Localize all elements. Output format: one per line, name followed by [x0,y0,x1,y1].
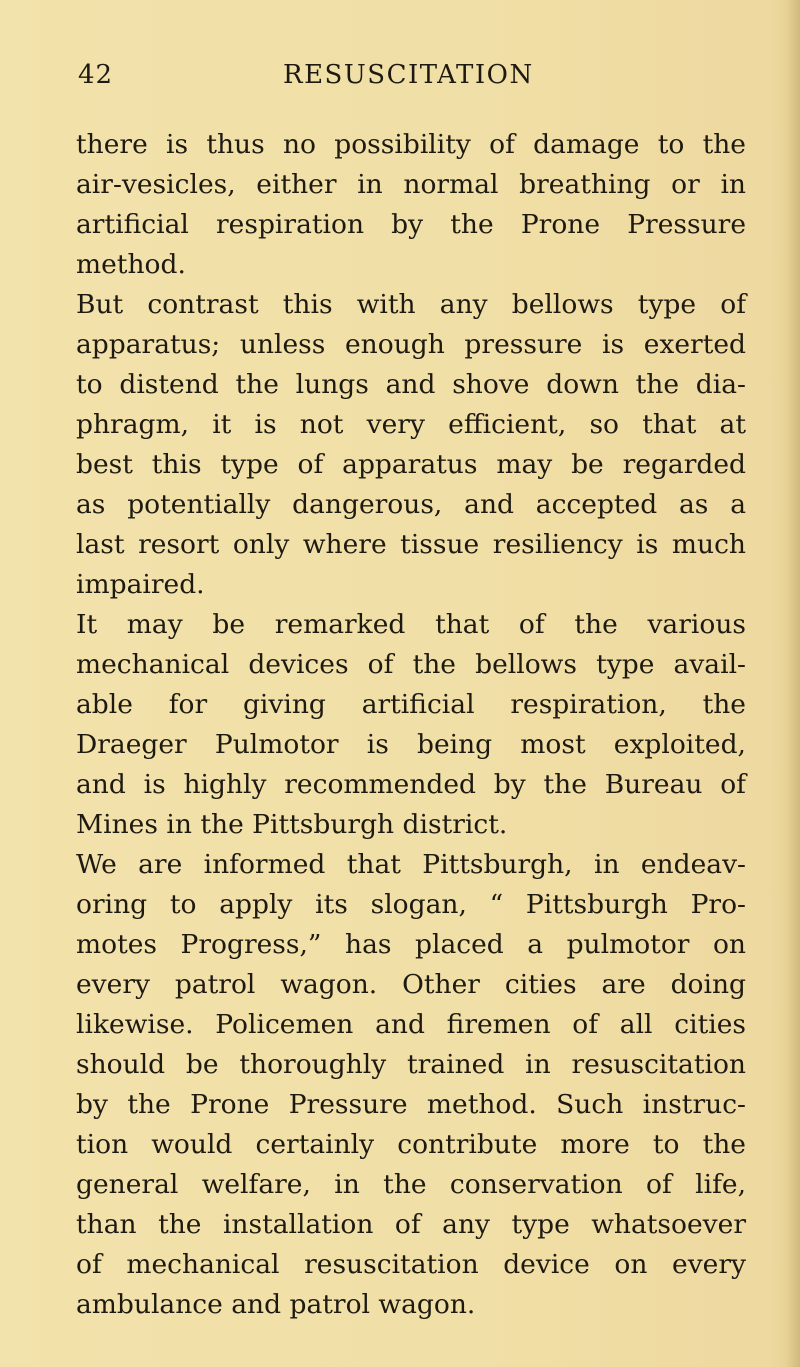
text-line: oring to apply its slogan, “ Pittsburgh Pro- [76,889,746,920]
text-line: ambulance and patrol wagon. [76,1289,476,1320]
text-line: air-vesicles, either in normal breathing or in [76,169,746,200]
text-line: than the installation of any type whatsoever [76,1209,746,1240]
text-line: artificial respiration by the Prone Pressure [76,209,746,240]
text-line: as potentially dangerous, and accepted as a [76,489,746,520]
page-header [78,60,738,100]
text-line: tion would certainly contribute more to the [76,1129,746,1160]
text-line: phragm, it is not very efficient, so that at [76,409,746,440]
body-text [76,125,746,1325]
text-line: should be thoroughly trained in resuscitation [76,1049,746,1080]
text-line: likewise. Policemen and firemen of all cities [76,1009,746,1040]
text-line: method. [76,249,186,280]
text-line: Mines in the Pittsburgh district. [76,809,508,840]
text-line: mechanical devices of the bellows type avail- [76,649,746,680]
text-line: general welfare, in the conservation of life, [76,1169,746,1200]
text-line: Draeger Pulmotor is being most exploited, [76,729,746,760]
text-line: and is highly recommended by the Bureau of [76,769,746,800]
text-line: We are informed that Pittsburgh, in endeav- [76,849,746,880]
text-line: apparatus; unless enough pressure is exerted [76,329,746,360]
text-line: able for giving artificial respiration, the [76,689,746,720]
text-line: best this type of apparatus may be regarded [76,449,746,480]
text-line: It may be remarked that of the various [76,609,746,640]
text-line: impaired. [76,569,205,600]
running-head: RESUSCITATION [283,60,534,90]
text-line: motes Progress,” has placed a pulmotor on [76,929,746,960]
text-line: there is thus no possibility of damage to the [76,129,746,160]
text-line: every patrol wagon. Other cities are doing [76,969,746,1000]
text-line: of mechanical resuscitation device on every [76,1249,746,1280]
text-line: to distend the lungs and shove down the dia- [76,369,746,400]
text-line: by the Prone Pressure method. Such instruc- [76,1089,746,1120]
page-edge-shadow [786,0,800,1367]
page-number: 42 [78,60,114,90]
text-line: But contrast this with any bellows type of [76,289,746,320]
text-line: last resort only where tissue resiliency is much [76,529,746,560]
